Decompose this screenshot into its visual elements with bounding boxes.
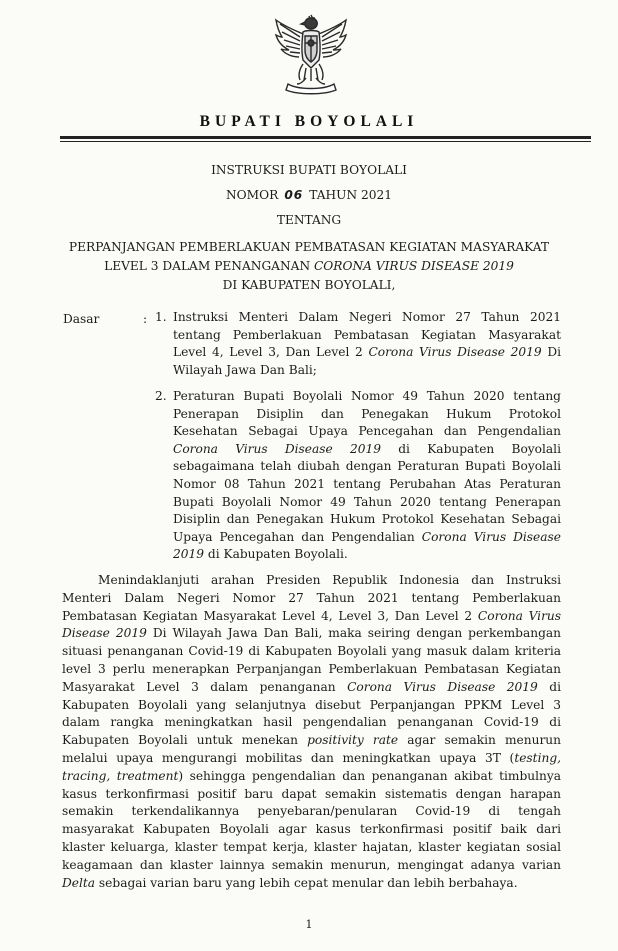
body-text: Menindaklanjuti arahan Presiden Republik Indonesia dan Instruksi Menteri Dalam Negeri Nomor 27 Tahun 2021 tentang Pemberlakuan Pembatasan Kegiatan Masyarakat Level 4, Level 3, Dan Level 2 (62, 573, 561, 623)
subject-line-2-text: LEVEL 3 DALAM PENANGANAN (104, 259, 314, 273)
body-italic: Corona Virus Disease 2019 (62, 608, 561, 641)
dasar-item-text: Peraturan Bupati Boyolali Nomor 49 Tahun 2020 tentang Penerapan Disiplin dan Penegakan Hukum Protokol Kesehatan Sebagai Upaya Pencegahan dan Pengendalian (173, 389, 561, 439)
body-italic: Corona Virus Disease 2019 (347, 679, 538, 694)
dasar-item (173, 309, 561, 379)
dasar-item-number: 1. (155, 310, 167, 324)
tahun-label: TAHUN 2021 (309, 188, 392, 202)
page-number: 1 (305, 918, 313, 931)
letterhead-rule-thick (60, 136, 591, 139)
body-text: Di Wilayah Jawa Dan Bali, maka seiring dengan perkembangan situasi penanganan Covid-19 di Kabupaten Boyolali yang masuk dalam kriteria level 3 perlu menerapkan Perpanjangan Pemberlakuan Pembatasan Kegiatan Masyarakat Level 3 dalam penanganan (62, 626, 561, 694)
body-text: di Kabupaten Boyolali yang selanjutnya disebut Perpanjangan PPKM Level 3 dalam rangka meningkatkan hasil pengendalian penanganan Covid-19 di Kabupaten Boyolali untuk menekan (62, 679, 561, 748)
subject-line-3: DI KABUPATEN BOYOLALI, (222, 278, 396, 292)
garuda-emblem-icon (270, 12, 352, 96)
dasar-item (173, 388, 561, 564)
office-title: BUPATI BOYOLALI (199, 113, 419, 130)
body-text: agar semakin menurun melalui upaya mengurangi mobilitas dan meningkatkan upaya 3T ( (62, 733, 561, 765)
body-text: sebagai varian baru yang lebih cepat menular dan lebih berbahaya. (95, 875, 518, 890)
dasar-item-italic: Corona Virus Disease 2019 (368, 345, 542, 360)
subject-line-2-italic: CORONA VIRUS DISEASE 2019 (313, 259, 514, 273)
body-italic: Delta (62, 875, 96, 890)
subject-line-1: PERPANJANGAN PEMBERLAKUAN PEMBATASAN KEGIATAN MASYARAKAT (68, 240, 550, 254)
dasar-item-number: 2. (155, 389, 167, 403)
dasar-item-text: di Kabupaten Boyolali. (204, 547, 348, 562)
dasar-colon: : (143, 312, 148, 326)
body-text: ) sehingga pengendalian dan penanganan akibat timbulnya kasus terkonfirmasi positif baru dapat semakin sistematis dengan harapan semakin terkendalikannya penyebaran/penularan Covid-19 di tengah masyarakat Kabupaten Boyolali agar kasus terkonfirmasi positif baik dari klaster keluarga, klaster tempat kerja, klaster hajatan, klaster kegiatan sosial keagamaan dan klaster lainnya semakin menurun, mengingat adanya varian (62, 768, 561, 872)
dasar-item-italic: Corona Virus Disease 2019 (173, 441, 381, 456)
instruction-title: INSTRUKSI BUPATI BOYOLALI (211, 163, 407, 177)
dasar-item-text: Instruksi Menteri Dalam Negeri Nomor 27 Tahun 2021 tentang Pemberlakuan Pembatasan Kegiatan Masyarakat Level 4, Level 3, Dan Level 2 (173, 310, 561, 360)
body-italic: positivity rate (307, 733, 399, 748)
dasar-item-italic: Corona Virus Disease 2019 (173, 529, 561, 562)
nomor-value: 06 (284, 188, 304, 202)
dasar-item-text: di Kabupaten Boyolali sebagaimana telah diubah dengan Peraturan Bupati Boyolali Nomor 08 Tahun 2021 tentang Perubahan Atas Peraturan Bupati Boyolali Nomor 49 Tahun 2020 tentang Penerapan Disiplin dan Penegakan Hukum Protokol Kesehatan Sebagai Upaya Pencegahan dan Pengendalian (173, 441, 561, 544)
dasar-label: Dasar (63, 312, 100, 326)
tentang-label: TENTANG (276, 213, 342, 227)
instruction-number (0, 186, 618, 205)
body-paragraph (62, 572, 561, 892)
letterhead-rule-thin (60, 141, 591, 142)
body-italic: testing, tracing, treatment (62, 750, 561, 783)
nomor-label: NOMOR (226, 188, 279, 202)
dasar-item-text: Di Wilayah Jawa Dan Bali; (173, 345, 562, 377)
subject-line-2 (0, 257, 618, 276)
